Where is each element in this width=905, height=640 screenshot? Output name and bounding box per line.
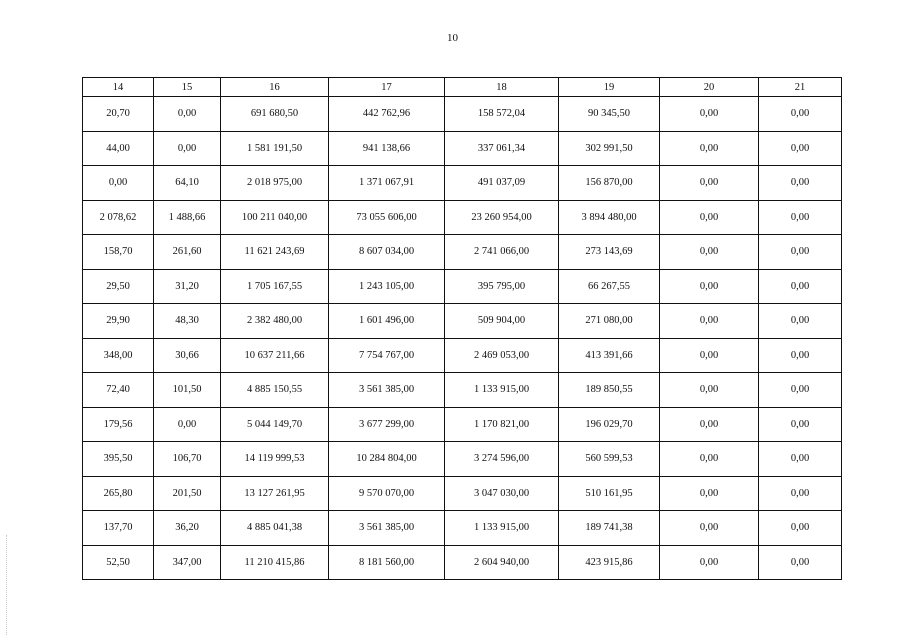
table-cell: 0,00 xyxy=(660,338,759,373)
table-cell: 941 138,66 xyxy=(329,131,445,166)
table-cell: 31,20 xyxy=(154,269,221,304)
table-cell: 691 680,50 xyxy=(221,97,329,132)
table-cell: 0,00 xyxy=(660,200,759,235)
table-cell: 0,00 xyxy=(660,511,759,546)
table-cell: 158,70 xyxy=(83,235,154,270)
table-cell: 2 604 940,00 xyxy=(445,545,559,580)
table-cell: 0,00 xyxy=(660,545,759,580)
table-row xyxy=(83,407,842,442)
table-cell: 560 599,53 xyxy=(559,442,660,477)
scan-margin-mark xyxy=(6,535,8,635)
column-header: 16 xyxy=(221,78,329,97)
table-cell: 337 061,34 xyxy=(445,131,559,166)
table-cell: 0,00 xyxy=(759,166,842,201)
table-cell: 100 211 040,00 xyxy=(221,200,329,235)
table-cell: 413 391,66 xyxy=(559,338,660,373)
table-row xyxy=(83,545,842,580)
table-cell: 0,00 xyxy=(660,442,759,477)
table-cell: 0,00 xyxy=(759,269,842,304)
table-row xyxy=(83,442,842,477)
table-cell: 44,00 xyxy=(83,131,154,166)
table-cell: 52,50 xyxy=(83,545,154,580)
table-cell: 395,50 xyxy=(83,442,154,477)
column-header: 19 xyxy=(559,78,660,97)
table-row xyxy=(83,166,842,201)
table-cell: 0,00 xyxy=(83,166,154,201)
table-cell: 4 885 150,55 xyxy=(221,373,329,408)
table-cell: 1 705 167,55 xyxy=(221,269,329,304)
table-header xyxy=(83,78,842,97)
table-cell: 0,00 xyxy=(759,235,842,270)
column-header: 18 xyxy=(445,78,559,97)
table-cell: 0,00 xyxy=(660,166,759,201)
table-cell: 0,00 xyxy=(759,476,842,511)
table-cell: 2 741 066,00 xyxy=(445,235,559,270)
table-cell: 11 210 415,86 xyxy=(221,545,329,580)
table-cell: 101,50 xyxy=(154,373,221,408)
table-cell: 1 170 821,00 xyxy=(445,407,559,442)
table-cell: 66 267,55 xyxy=(559,269,660,304)
table-cell: 3 561 385,00 xyxy=(329,373,445,408)
table-cell: 1 133 915,00 xyxy=(445,511,559,546)
table-cell: 137,70 xyxy=(83,511,154,546)
table-cell: 0,00 xyxy=(660,373,759,408)
table-cell: 1 133 915,00 xyxy=(445,373,559,408)
column-header: 17 xyxy=(329,78,445,97)
table-cell: 5 044 149,70 xyxy=(221,407,329,442)
table-row xyxy=(83,338,842,373)
column-header: 15 xyxy=(154,78,221,97)
header-row xyxy=(83,78,842,97)
table-cell: 0,00 xyxy=(759,373,842,408)
table-cell: 0,00 xyxy=(759,304,842,339)
data-table xyxy=(82,77,842,580)
page-number: 10 xyxy=(447,32,458,44)
table-cell: 2 382 480,00 xyxy=(221,304,329,339)
table-cell: 0,00 xyxy=(154,131,221,166)
table-cell: 72,40 xyxy=(83,373,154,408)
table-cell: 158 572,04 xyxy=(445,97,559,132)
table-cell: 2 078,62 xyxy=(83,200,154,235)
table-row xyxy=(83,131,842,166)
table-cell: 201,50 xyxy=(154,476,221,511)
table-cell: 8 607 034,00 xyxy=(329,235,445,270)
table-cell: 509 904,00 xyxy=(445,304,559,339)
table-row xyxy=(83,200,842,235)
table-row xyxy=(83,97,842,132)
table-cell: 189 741,38 xyxy=(559,511,660,546)
table-cell: 189 850,55 xyxy=(559,373,660,408)
table-row xyxy=(83,373,842,408)
table-cell: 7 754 767,00 xyxy=(329,338,445,373)
table-cell: 0,00 xyxy=(660,235,759,270)
table-cell: 3 561 385,00 xyxy=(329,511,445,546)
table-cell: 347,00 xyxy=(154,545,221,580)
table-cell: 1 371 067,91 xyxy=(329,166,445,201)
table-cell: 0,00 xyxy=(759,131,842,166)
table-cell: 271 080,00 xyxy=(559,304,660,339)
table-cell: 48,30 xyxy=(154,304,221,339)
table-cell: 0,00 xyxy=(759,97,842,132)
table-cell: 64,10 xyxy=(154,166,221,201)
table-cell: 0,00 xyxy=(660,476,759,511)
table-cell: 14 119 999,53 xyxy=(221,442,329,477)
table-cell: 265,80 xyxy=(83,476,154,511)
table-cell: 3 677 299,00 xyxy=(329,407,445,442)
table-cell: 0,00 xyxy=(759,200,842,235)
table-cell: 0,00 xyxy=(660,407,759,442)
table-cell: 1 243 105,00 xyxy=(329,269,445,304)
table-cell: 0,00 xyxy=(154,97,221,132)
table-cell: 0,00 xyxy=(759,545,842,580)
table-cell: 29,50 xyxy=(83,269,154,304)
table-cell: 20,70 xyxy=(83,97,154,132)
table-cell: 2 469 053,00 xyxy=(445,338,559,373)
column-header: 14 xyxy=(83,78,154,97)
table-cell: 156 870,00 xyxy=(559,166,660,201)
table-cell: 0,00 xyxy=(759,511,842,546)
table-cell: 90 345,50 xyxy=(559,97,660,132)
table-cell: 442 762,96 xyxy=(329,97,445,132)
table-body xyxy=(83,97,842,580)
table-cell: 23 260 954,00 xyxy=(445,200,559,235)
table-cell: 29,90 xyxy=(83,304,154,339)
table-cell: 348,00 xyxy=(83,338,154,373)
table-cell: 13 127 261,95 xyxy=(221,476,329,511)
table-cell: 9 570 070,00 xyxy=(329,476,445,511)
table-cell: 0,00 xyxy=(759,442,842,477)
table-cell: 1 581 191,50 xyxy=(221,131,329,166)
table-cell: 510 161,95 xyxy=(559,476,660,511)
column-header: 20 xyxy=(660,78,759,97)
table-cell: 36,20 xyxy=(154,511,221,546)
table-cell: 1 601 496,00 xyxy=(329,304,445,339)
table-cell: 179,56 xyxy=(83,407,154,442)
table-cell: 423 915,86 xyxy=(559,545,660,580)
table-cell: 0,00 xyxy=(759,407,842,442)
table-cell: 8 181 560,00 xyxy=(329,545,445,580)
table-cell: 0,00 xyxy=(660,304,759,339)
table-cell: 106,70 xyxy=(154,442,221,477)
table-cell: 491 037,09 xyxy=(445,166,559,201)
table-cell: 10 637 211,66 xyxy=(221,338,329,373)
table-row xyxy=(83,476,842,511)
table-cell: 11 621 243,69 xyxy=(221,235,329,270)
table-cell: 0,00 xyxy=(154,407,221,442)
table-row xyxy=(83,235,842,270)
table-cell: 73 055 606,00 xyxy=(329,200,445,235)
table-cell: 0,00 xyxy=(660,131,759,166)
table-cell: 2 018 975,00 xyxy=(221,166,329,201)
table-cell: 3 047 030,00 xyxy=(445,476,559,511)
table-cell: 30,66 xyxy=(154,338,221,373)
table-cell: 196 029,70 xyxy=(559,407,660,442)
table-row xyxy=(83,511,842,546)
table-cell: 395 795,00 xyxy=(445,269,559,304)
table-cell: 3 894 480,00 xyxy=(559,200,660,235)
table-row xyxy=(83,304,842,339)
table-cell: 0,00 xyxy=(660,269,759,304)
table-cell: 1 488,66 xyxy=(154,200,221,235)
table-row xyxy=(83,269,842,304)
table-cell: 4 885 041,38 xyxy=(221,511,329,546)
table-cell: 3 274 596,00 xyxy=(445,442,559,477)
table-cell: 0,00 xyxy=(660,97,759,132)
table-cell: 0,00 xyxy=(759,338,842,373)
column-header: 21 xyxy=(759,78,842,97)
table-cell: 261,60 xyxy=(154,235,221,270)
table-cell: 273 143,69 xyxy=(559,235,660,270)
table-cell: 302 991,50 xyxy=(559,131,660,166)
table-cell: 10 284 804,00 xyxy=(329,442,445,477)
